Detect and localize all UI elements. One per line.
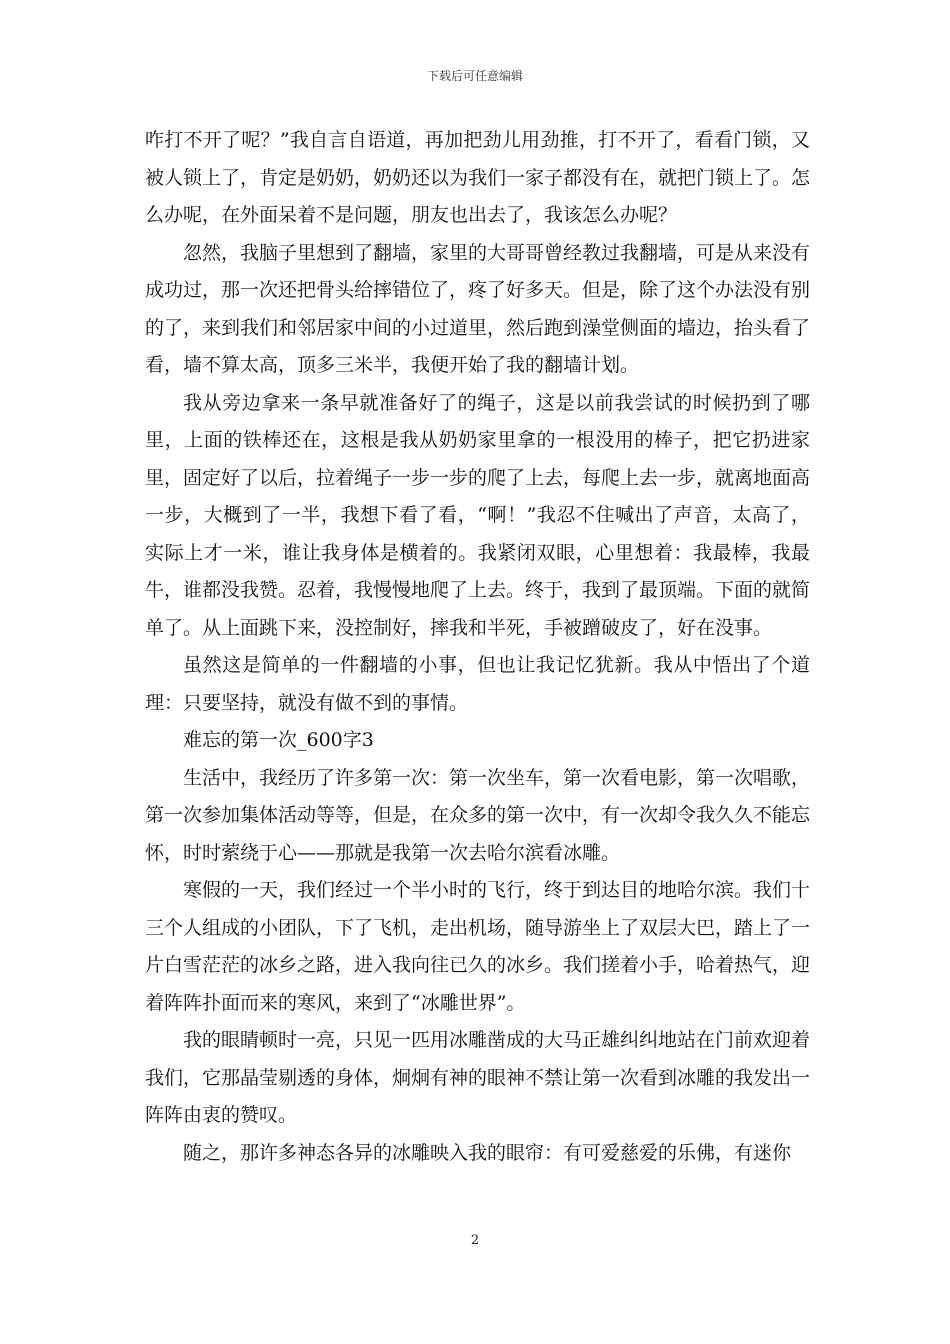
paragraph-8: 随之，那许多神态各异的冰雕映入我的眼帘：有可爱慈爱的乐佛，有迷你: [183, 1141, 792, 1164]
page-number: [0, 1233, 950, 1249]
paragraph-5: 生活中，我经历了许多第一次：第一次坐车，第一次看电影，第一次唱歌，第一次参加集体活动等等，但是，在众多的第一次中，有一次却令我久久不能忘怀，时时萦绕于心——那就是我第一次去哈尔滨看冰雕。: [145, 766, 811, 864]
paragraph-6: 寒假的一天，我们经过一个半小时的飞行，终于到达目的地哈尔滨。我们十三个人组成的小团队，下了飞机，走出机场，随导游坐上了双层大巴，踏上了一片白雪茫茫的冰乡之路，进入我向往已久的冰乡。我们搓着小手，哈着热气，迎着阵阵扑面而来的寒风，来到了“冰雕世界”。: [145, 879, 811, 1014]
page-number-text: 2: [470, 1233, 480, 1248]
paragraph-3: 我从旁边拿来一条早就准备好了的绳子，这是以前我尝试的时候扔到了哪里，上面的铁棒还在，这根是我从奶奶家里拿的一根没用的棒子，把它扔进家里，固定好了以后，拉着绳子一步一步的爬了上去，每爬上去一步，就离地面高一步，大概到了一半，我想下看了看，“啊！”我忍不住喊出了声音，太高了，实际上才一米，谁让我身体是横着的。我紧闭双眼，心里想着：我最棒，我最牛，谁都没我赞。忍着，我慢慢地爬了上去。终于，我到了最顶端。下面的就简单了。从上面跳下来，没控制好，摔我和半死，手被蹭破皮了，好在没事。: [145, 391, 811, 639]
paragraph-1: 咋打不开了呢？”我自言自语道，再加把劲儿用劲推，打不开了，看看门锁，又被人锁上了，肯定是奶奶，奶奶还以为我们一家子都没有在，就把门锁上了。怎么办呢，在外面呆着不是问题，朋友也出去了，我该怎么办呢？: [145, 129, 811, 226]
paragraph-2: 忽然，我脑子里想到了翻墙，家里的大哥哥曾经教过我翻墙，可是从来没有成功过，那一次还把骨头给摔错位了，疼了好多天。但是，除了这个办法没有别的了，来到我们和邻居家中间的小过道里，然后跑到澡堂侧面的墙边，抬头看了看，墙不算太高，顶多三米半，我便开始了我的翻墙计划。: [145, 241, 811, 376]
header-text: 下载后可任意编辑: [426, 69, 523, 83]
paragraph-7: 我的眼睛顿时一亮，只见一匹用冰雕凿成的大马正雄纠纠地站在门前欢迎着我们，它那晶莹剔透的身体，炯炯有神的眼神不禁让第一次看到冰雕的我发出一阵阵由衷的赞叹。: [145, 1029, 811, 1126]
section-title: 难忘的第一次_600字3: [183, 729, 374, 751]
page-header: [0, 68, 950, 84]
document-body: [145, 122, 810, 1172]
paragraph-4: 虽然这是简单的一件翻墙的小事，但也让我记忆犹新。我从中悟出了个道理：只要坚持，就没有做不到的事情。: [145, 654, 810, 714]
